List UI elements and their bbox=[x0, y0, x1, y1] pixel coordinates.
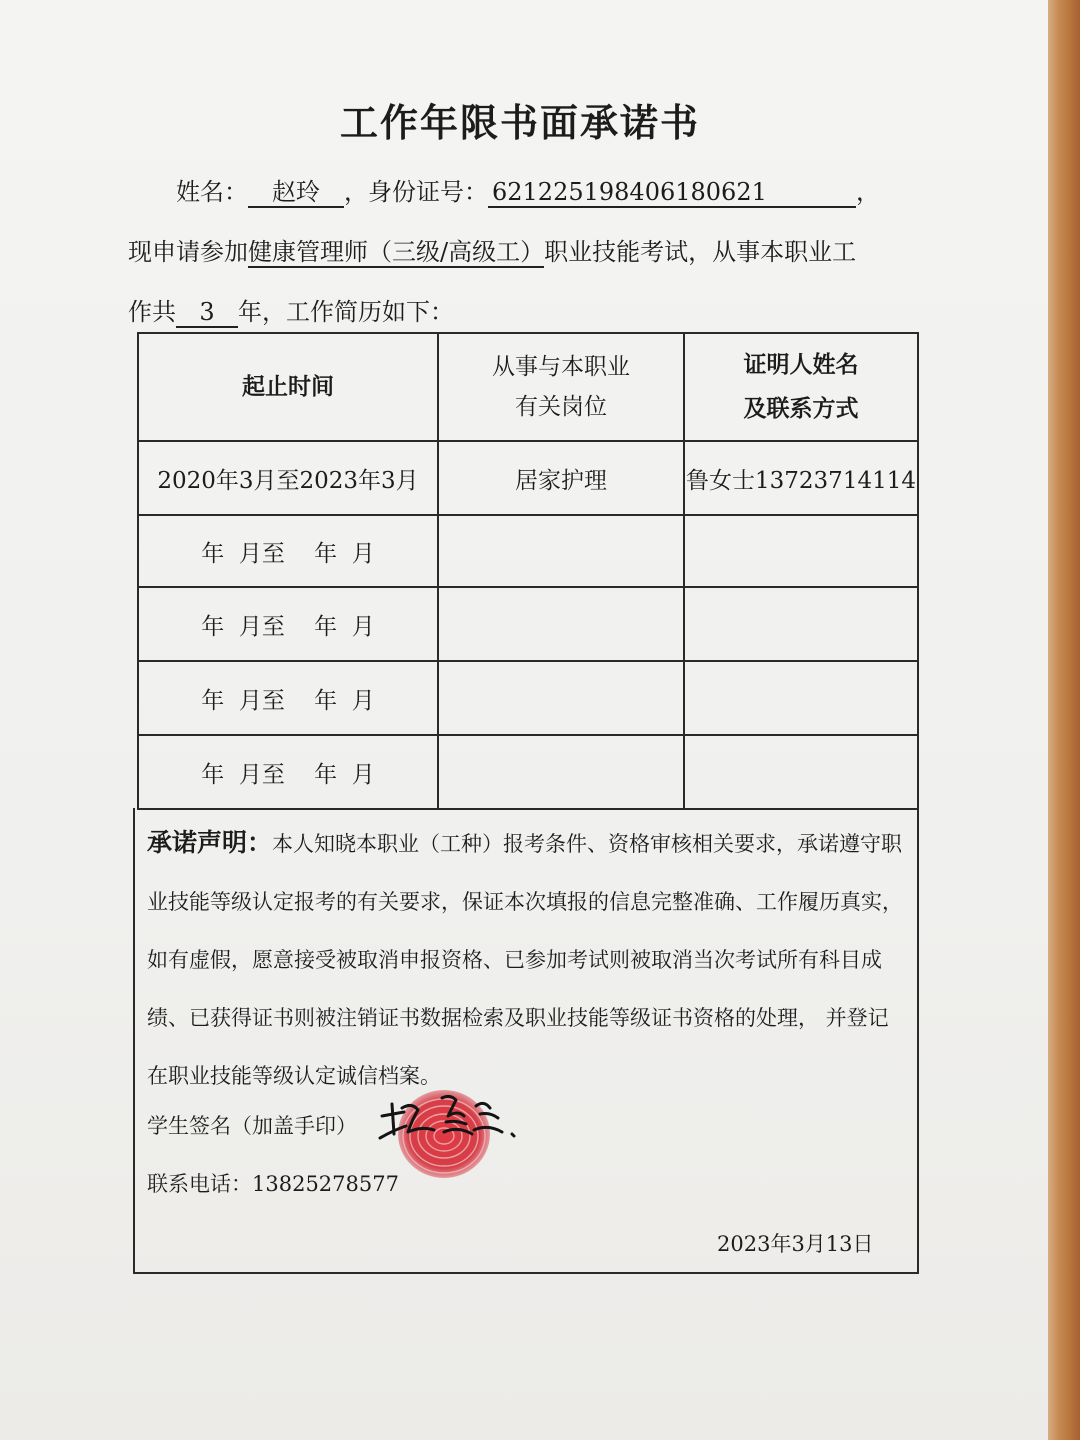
row-witness bbox=[684, 735, 918, 809]
name-value: 赵玲 bbox=[248, 178, 344, 208]
row-witness: 鲁女士13723714114 bbox=[684, 441, 918, 515]
apply-prefix: 现申请参加 bbox=[128, 238, 248, 266]
promise-statement bbox=[147, 814, 907, 1105]
row-period: 2020年3月至2023年3月 bbox=[138, 441, 438, 515]
row-period: 年 月至 年 月 bbox=[138, 735, 438, 809]
table-row bbox=[138, 661, 918, 735]
row-period: 年 月至 年 月 bbox=[138, 661, 438, 735]
row-position bbox=[438, 661, 684, 735]
name-label: 姓名： bbox=[176, 178, 248, 206]
exam-name: 健康管理师（三级/高级工） bbox=[248, 238, 545, 266]
header-position-line2: 有关岗位 bbox=[515, 394, 607, 420]
document-title: 工作年限书面承诺书 bbox=[339, 101, 700, 145]
row-position bbox=[438, 587, 684, 661]
phone-line bbox=[147, 1168, 399, 1198]
apply-suffix: 职业技能考试，从事本职业工 bbox=[544, 238, 857, 266]
table-row bbox=[138, 735, 918, 809]
work-history-table bbox=[137, 332, 919, 810]
row-position: 居家护理 bbox=[438, 441, 684, 515]
header-witness-line2: 及联系方式 bbox=[743, 396, 859, 422]
phone-value: 13825278577 bbox=[252, 1172, 399, 1196]
signing-date: 2023年3月13日 bbox=[717, 1232, 874, 1256]
row-period: 年 月至 年 月 bbox=[138, 515, 438, 587]
years-value: 3 bbox=[176, 298, 238, 328]
table-row bbox=[138, 441, 918, 515]
years-line bbox=[128, 292, 454, 328]
row-position bbox=[438, 735, 684, 809]
signature-label: 学生签名（加盖手印） bbox=[147, 1114, 357, 1138]
identity-line bbox=[176, 172, 880, 208]
row-position bbox=[438, 515, 684, 587]
apply-line bbox=[128, 232, 856, 268]
header-position bbox=[438, 333, 684, 441]
header-period: 起止时间 bbox=[138, 333, 438, 441]
years-suffix: 年，工作简历如下： bbox=[238, 298, 454, 326]
identity-trailing: ， bbox=[856, 178, 880, 206]
table-row bbox=[138, 515, 918, 587]
id-label: ，身份证号： bbox=[344, 178, 488, 206]
years-prefix: 作共 bbox=[128, 298, 176, 326]
promise-section bbox=[133, 808, 919, 1274]
handwritten-signature-icon bbox=[372, 1086, 532, 1166]
table-header-row bbox=[138, 333, 918, 441]
wood-background bbox=[1046, 0, 1080, 1440]
row-witness bbox=[684, 515, 918, 587]
id-number-value: 621225198406180621 bbox=[488, 178, 856, 208]
phone-label: 联系电话： bbox=[147, 1172, 252, 1196]
row-witness bbox=[684, 661, 918, 735]
row-period: 年 月至 年 月 bbox=[138, 587, 438, 661]
row-witness bbox=[684, 587, 918, 661]
table-row bbox=[138, 587, 918, 661]
promise-lead: 承诺声明： bbox=[147, 828, 273, 857]
header-witness bbox=[684, 333, 918, 441]
header-position-line1: 从事与本职业 bbox=[492, 354, 630, 380]
header-witness-line1: 证明人姓名 bbox=[743, 352, 859, 378]
promise-body: 本人知晓本职业（工种）报考条件、资格审核相关要求，承诺遵守职业技能等级认定报考的有关要求，保证本次填报的信息完整准确、工作履历真实，如有虚假，愿意接受被取消申报资格、已参加考试则被取消当次考试所有科目成绩、已获得证书则被注销证书数据检索及职业技能等级证书资格的处理， 并登记在职业技能等级认定诚信档案。 bbox=[147, 832, 903, 1088]
